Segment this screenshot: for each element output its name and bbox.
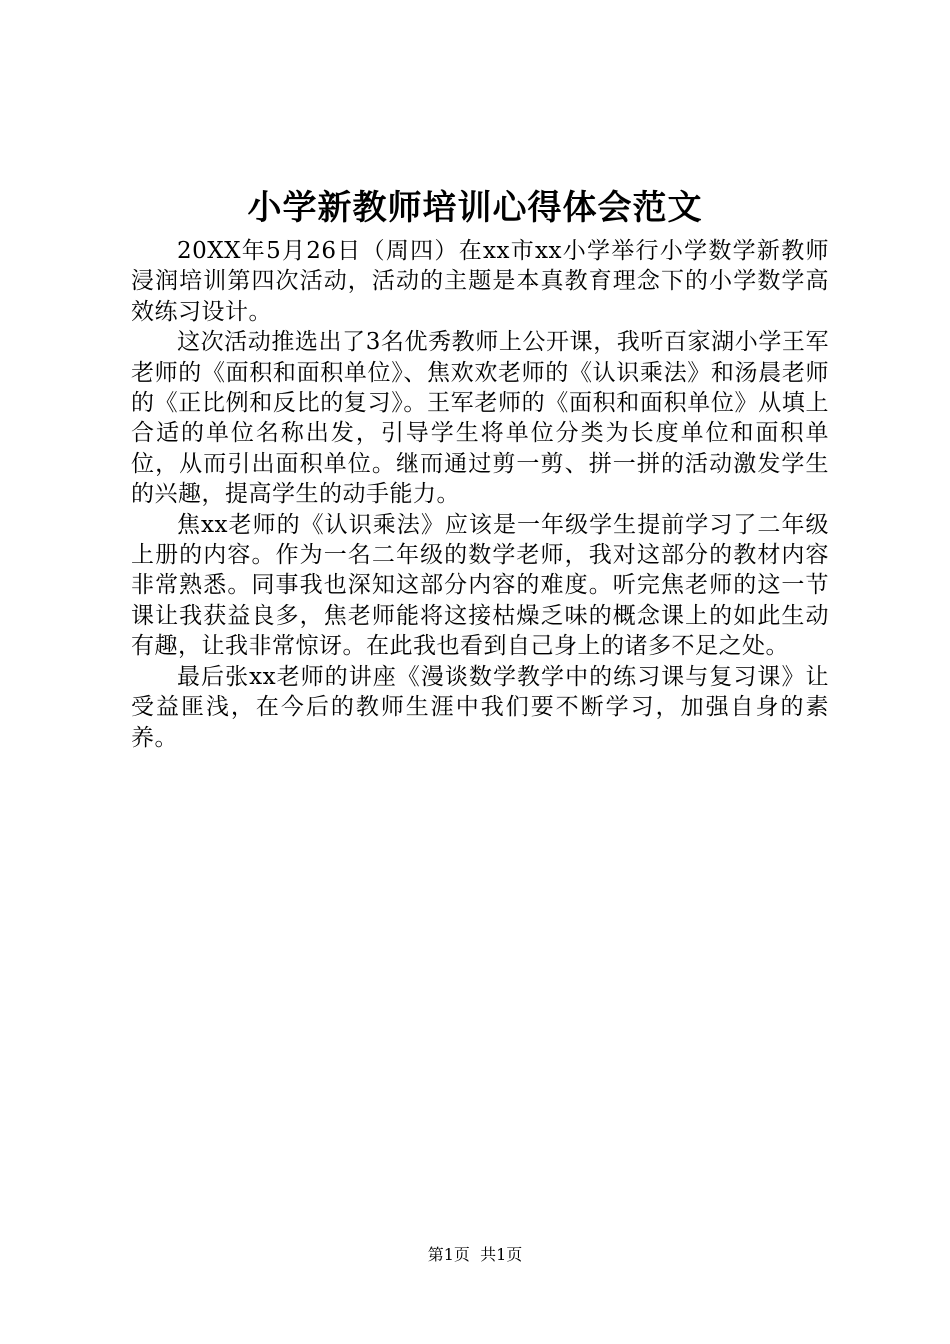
page-footer (0, 1244, 950, 1266)
paragraph-2: 这次活动推选出了3名优秀教师上公开课，我听百家湖小学王军老师的《面积和面积单位》、焦欢欢老师的《认识乘法》和汤晨老师的《正比例和反比的复习》。王军老师的《面积和面积单位》从填上合适的单位名称出发，引导学生将单位分类为长度单位和面积单位，从而引出面积单位。继而通过剪一剪、拼一拼的活动激发学生的兴趣，提高学生的动手能力。 (131, 329, 829, 508)
paragraph-4: 最后张xx老师的讲座《漫谈数学教学中的练习课与复习课》让受益匪浅，在今后的教师生涯中我们要不断学习，加强自身的素养。 (131, 663, 829, 751)
footer-spacer (470, 1245, 480, 1264)
page-number-current: 第1页 (427, 1245, 470, 1264)
page-number-total: 共1页 (480, 1245, 523, 1264)
document-body (131, 236, 829, 753)
document-title: 小学新教师培训心得体会范文 (247, 188, 703, 228)
paragraph-3: 焦xx老师的《认识乘法》应该是一年级学生提前学习了二年级上册的内容。作为一名二年级的数学老师，我对这部分的教材内容非常熟悉。同事我也深知这部分内容的难度。听完焦老师的这一节课让我获益良多，焦老师能将这接枯燥乏味的概念课上的如此生动有趣，让我非常惊讶。在此我也看到自己身上的诸多不足之处。 (131, 511, 829, 660)
paragraph-1: 20XX年5月26日（周四）在xx市xx小学举行小学数学新教师浸润培训第四次活动，活动的主题是本真教育理念下的小学数学高效练习设计。 (131, 238, 829, 325)
